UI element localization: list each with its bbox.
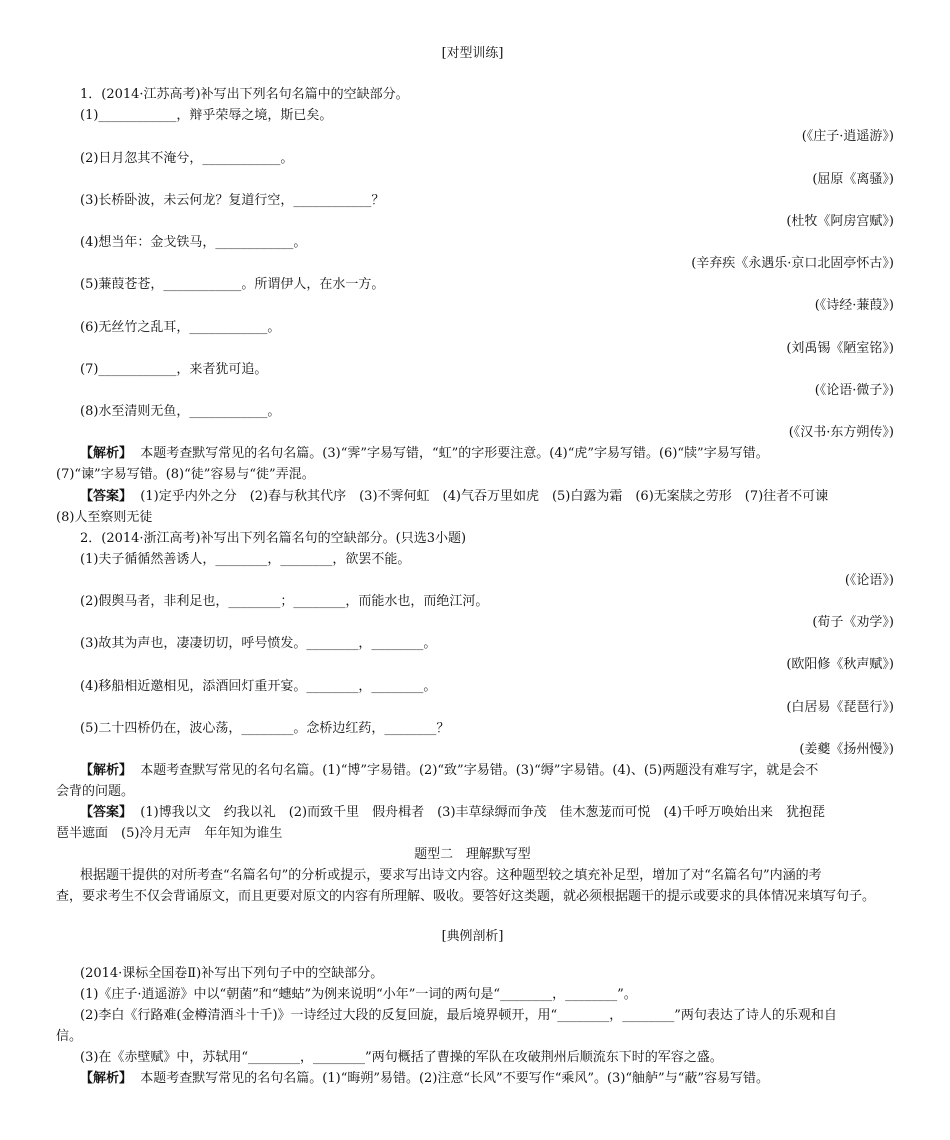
- q1-source-4: (辛弃疾《永遇乐·京口北固亭怀古》): [691, 256, 894, 271]
- q2-source-5: (姜夔《扬州慢》): [799, 742, 894, 757]
- q2-item-1: (1)夫子循循然善诱人，________，________，欲罢不能。: [80, 552, 411, 567]
- section2-paragraph: 根据题干提供的对所考查“名篇名句”的分析或提示，要求写出诗文内容。这种题型较之填充补足型，增加了对“名篇名句”内涵的考: [80, 868, 822, 883]
- q1-item-4: (4)想当年：金戈铁马，____________。: [80, 235, 307, 250]
- q2-answer-cont: 琶半遮面 (5)冷月无声 年年知为谁生: [56, 826, 283, 841]
- q2-answer-label: 【答案】: [80, 805, 133, 820]
- q3-analysis-label: 【解析】: [80, 1071, 133, 1086]
- q2-item-4: (4)移船相近邀相见，添酒回灯重开宴。________，________。: [80, 679, 437, 694]
- q2-answer: [80, 805, 825, 821]
- q2-analysis: [80, 763, 818, 779]
- q2-answer-text: (1)博我以文 约我以礼 (2)而致千里 假舟楫者 (3)丰草绿缛而争茂 佳木葱茏而可悦 (4)千呼万唤始出来 犹抱琵: [140, 805, 825, 820]
- q1-source-7: (《论语·微子》): [814, 383, 894, 398]
- q1-source-3: (杜牧《阿房宫赋》): [786, 214, 894, 229]
- q1-answer-label: 【答案】: [80, 489, 133, 504]
- q1-item-3: (3)长桥卧波，未云何龙？复道行空，____________？: [80, 193, 385, 208]
- section-title-type2: 题型二 理解默写型: [414, 847, 531, 862]
- q1-analysis-text: 本题考查默写常见的名句名篇。(3)“霁”字易写错，“虹”的字形要注意。(4)“虎”字易写错。(6)“牍”字易写错。: [140, 446, 769, 461]
- q1-answer-text: (1)定乎内外之分 (2)春与秋其代序 (3)不霁何虹 (4)气吞万里如虎 (5)白露为霜 (6)无案牍之劳形 (7)往者不可谏: [140, 489, 829, 504]
- q1-source-1: (《庄子·逍遥游》): [801, 129, 894, 144]
- q1-analysis: [80, 446, 769, 462]
- section-header-examples: [典例剖析]: [441, 929, 504, 944]
- section2-paragraph-cont: 查，要求考生不仅会背诵原文，而且更要对原文的内容有所理解、吸收。要答好这类题，就必须根据题干的提示或要求的具体情况来填写句子。: [56, 889, 876, 904]
- q2-item-2: (2)假舆马者，非利足也，________；________，而能水也，而绝江河。: [80, 594, 489, 609]
- q2-source-4: (白居易《琵琶行》): [786, 700, 894, 715]
- q1-answer-cont: (8)人至察则无徒: [56, 510, 153, 525]
- q3-analysis: [80, 1071, 769, 1087]
- q1-item-1: (1)____________，辩乎荣辱之境，斯已矣。: [80, 108, 333, 123]
- q2-analysis-text: 本题考查默写常见的名句名篇。(1)“博”字易错。(2)“致”字易错。(3)“缛”字易错。(4)、(5)两题没有难写字，就是会不: [140, 763, 819, 778]
- q3-analysis-text: 本题考查默写常见的名句名篇。(1)“晦朔”易错。(2)注意“长风”不要写作“乘风”。(3)“舳舻”与“蔽”容易写错。: [140, 1071, 769, 1086]
- q3-item-2: (2)李白《行路难(金樽清酒斗十千)》一诗经过大段的反复回旋，最后境界顿开，用“________，________”两句表达了诗人的乐观和自: [80, 1008, 837, 1023]
- q2-analysis-label: 【解析】: [80, 763, 133, 778]
- q1-item-2: (2)日月忽其不淹兮，____________。: [80, 151, 294, 166]
- q1-source-8: (《汉书·东方朔传》): [788, 425, 894, 440]
- q1-analysis-cont: (7)“谏”字易写错。(8)“徒”容易与“徙”弄混。: [56, 467, 315, 482]
- q1-item-5: (5)蒹葭苍苍，____________。所谓伊人，在水一方。: [80, 277, 385, 292]
- section-header-training: [对型训练]: [441, 46, 504, 61]
- q2-item-5: (5)二十四桥仍在，波心荡，________。念桥边红药，________？: [80, 721, 450, 736]
- q3-intro: (2014·课标全国卷Ⅱ)补写出下列句子中的空缺部分。: [80, 966, 384, 981]
- q1-analysis-label: 【解析】: [80, 446, 133, 461]
- q2-source-3: (欧阳修《秋声赋》): [786, 657, 894, 672]
- q1-source-5: (《诗经·蒹葭》): [814, 298, 894, 313]
- q1-item-6: (6)无丝竹之乱耳，____________。: [80, 320, 281, 335]
- q3-item-1: (1)《庄子·逍遥游》中以“朝菌”和“蟪蛄”为例来说明“小年”一词的两句是“________，________”。: [80, 987, 637, 1002]
- q2-item-3: (3)故其为声也，凄凄切切，呼号愤发。________，________。: [80, 636, 437, 651]
- q1-item-8: (8)水至清则无鱼，____________。: [80, 404, 281, 419]
- q1-item-7: (7)____________，来者犹可追。: [80, 362, 268, 377]
- q3-item-2-cont: 信。: [56, 1029, 83, 1044]
- q1-answer: [80, 489, 828, 505]
- q1-source-2: (屈原《离骚》): [812, 172, 894, 187]
- q3-item-3: (3)在《赤壁赋》中，苏轼用“________，________”两句概括了曹操的军队在攻破荆州后顺流东下时的军容之盛。: [80, 1050, 723, 1065]
- q1-source-6: (刘禹锡《陋室铭》): [786, 341, 894, 356]
- q2-source-1: (《论语》): [844, 573, 894, 588]
- q2-analysis-cont: 会背的问题。: [56, 784, 135, 799]
- q2-intro: 2．(2014·浙江高考)补写出下列名篇名句的空缺部分。(只选3小题): [80, 531, 467, 546]
- q1-intro: 1．(2014·江苏高考)补写出下列名句名篇中的空缺部分。: [80, 87, 409, 102]
- q2-source-2: (荀子《劝学》): [812, 615, 894, 630]
